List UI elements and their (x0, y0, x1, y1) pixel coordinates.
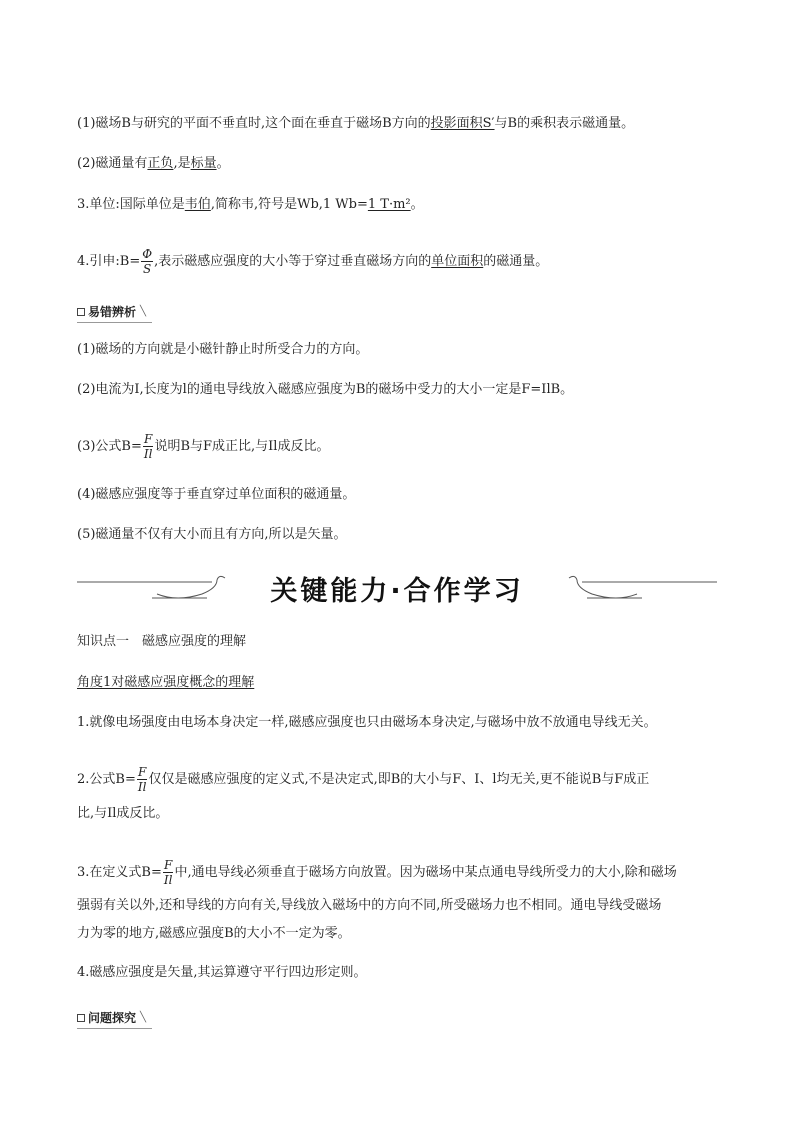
knowledge-item-4: 4.磁感应强度是矢量,其运算遵守平行四边形定则。 (77, 965, 367, 980)
force-over-current-length-fraction: $\frac{F}{Il}$ (143, 432, 153, 461)
section-banner (77, 568, 717, 607)
flux-definition-line: (1)磁场B与研究的平面不垂直时,这个面在垂直于磁场B方向的投影面积S′与B的乘积表示磁通量。 (77, 116, 635, 131)
banner-title: 关键能力·合作学习 (270, 576, 524, 607)
knowledge-item-1: 1.就像电场强度由电场本身决定一样,磁感应强度也只由磁场本身决定,与磁场中放不放通电导线无关。 (77, 715, 657, 730)
heading-flourish-icon: ╲ (140, 1012, 147, 1023)
unit-area-answer: 单位面积 (431, 254, 484, 269)
error-item-1: (1)磁场的方向就是小磁针静止时所受合力的方向。 (77, 342, 369, 357)
knowledge-item-2-cont: 比,与Il成反比。 (77, 806, 169, 821)
projected-area-answer: 投影面积S′ (430, 116, 495, 131)
error-item-4: (4)磁感应强度等于垂直穿过单位面积的磁通量。 (77, 487, 356, 502)
square-icon (77, 308, 85, 316)
extension-line: 4.引申:B= $\frac{\Phi}{S}$ ,表示磁感应强度的大小等于穿过垂直磁场方向的单位面积的磁通量。 (77, 247, 549, 276)
sign-answer: 正负 (147, 156, 174, 171)
error-item-5: (5)磁通量不仅有大小而且有方向,所以是矢量。 (77, 527, 347, 542)
error-analysis-heading: 易错辨析 ╲ (77, 303, 146, 320)
knowledge-item-3-cont-2: 力为零的地方,磁感应强度B的大小不一定为零。 (77, 926, 351, 941)
unit-line: 3.单位:国际单位是韦伯,简称韦,符号是Wb,1 Wb=1 T·m²。 (77, 197, 424, 212)
unit-equivalence-answer: 1 T·m² (367, 197, 411, 212)
knowledge-item-3: 3.在定义式B= $\frac{F}{Il}$ 中,通电导线必须垂直于磁场方向放置。因为磁场中某点通电导线所受力的大小,除和磁场 (77, 858, 677, 887)
scalar-answer: 标量 (190, 156, 217, 171)
knowledge-item-2: 2.公式B= $\frac{F}{Il}$ 仅仅是磁感应强度的定义式,不是决定式,即B的大小与F、I、l均无关,更不能说B与F成正 (77, 765, 650, 794)
flux-over-area-fraction: $\frac{\Phi}{S}$ (142, 247, 153, 276)
weber-answer: 韦伯 (184, 197, 211, 212)
knowledge-point-title: 知识点一 磁感应强度的理解 (77, 634, 247, 649)
square-icon (77, 1014, 85, 1022)
flux-sign-line: (2)磁通量有正负,是标量。 (77, 156, 230, 171)
error-item-3: (3)公式B= $\frac{F}{Il}$ 说明B与F成正比,与Il成反比。 (77, 432, 330, 461)
heading-flourish-icon: ╲ (140, 306, 147, 317)
problem-exploration-heading: 问题探究 ╲ (77, 1009, 146, 1026)
angle-title: 角度1对磁感应强度概念的理解 (77, 675, 255, 690)
error-item-2: (2)电流为I,长度为l的通电导线放入磁感应强度为B的磁场中受力的大小一定是F=IlB。 (77, 382, 574, 397)
definition-fraction: $\frac{F}{Il}$ (137, 765, 147, 794)
knowledge-item-3-cont: 强弱有关以外,还和导线的方向有关,导线放入磁场中的方向不同,所受磁场力也不相同。通电导线受磁场 (77, 898, 662, 913)
definition-fraction-2: $\frac{F}{Il}$ (163, 858, 173, 887)
